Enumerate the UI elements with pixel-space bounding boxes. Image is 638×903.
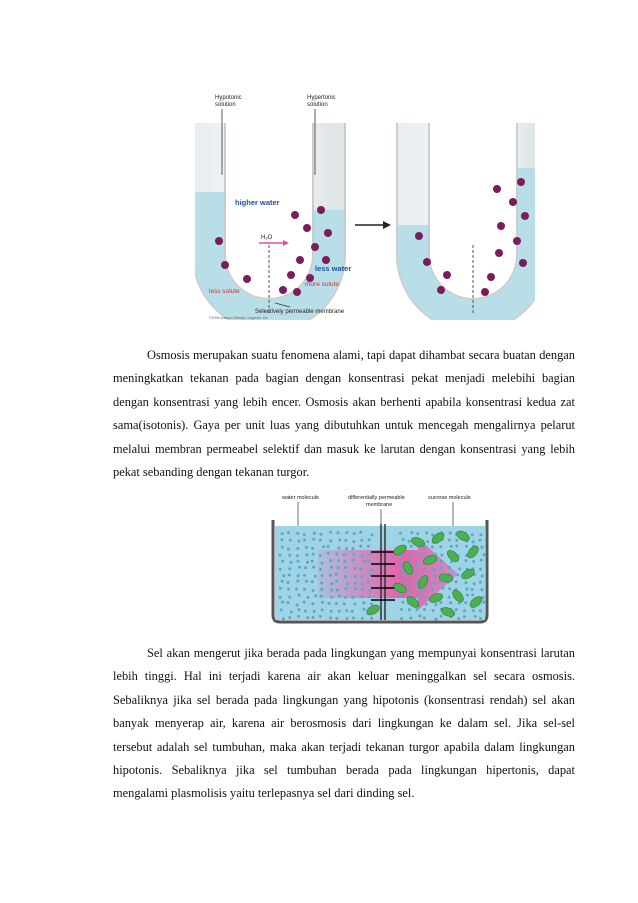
water-molecule-dot bbox=[361, 582, 364, 585]
water-molecule-dot bbox=[360, 575, 363, 578]
water-molecule-dot bbox=[434, 603, 437, 606]
water-molecule-dot bbox=[361, 595, 364, 598]
water-molecule-dot bbox=[312, 566, 315, 569]
water-molecule-dot bbox=[439, 545, 442, 548]
water-molecule-dot bbox=[418, 615, 421, 618]
water-molecule-dot bbox=[335, 573, 338, 576]
water-molecule-dot bbox=[354, 582, 357, 585]
water-molecule-dot bbox=[415, 566, 418, 569]
water-molecule-dot bbox=[480, 533, 483, 536]
water-molecule-dot bbox=[288, 616, 291, 619]
water-molecule-dot bbox=[312, 589, 315, 592]
water-molecule-dot bbox=[479, 617, 482, 620]
water-molecule-dot bbox=[337, 566, 340, 569]
water-molecule-dot bbox=[344, 587, 347, 590]
water-molecule-dot bbox=[361, 617, 364, 620]
water-molecule-dot bbox=[353, 532, 356, 535]
water-molecule-dot bbox=[343, 560, 346, 563]
water-molecule-dot bbox=[418, 554, 421, 557]
water-molecule-dot bbox=[463, 609, 466, 612]
h2o-label: H₂O bbox=[261, 235, 273, 241]
water-molecule-dot bbox=[280, 538, 283, 541]
water-molecule-dot bbox=[465, 581, 468, 584]
water-molecule-dot bbox=[370, 617, 373, 620]
water-molecule-dot bbox=[439, 601, 442, 604]
water-molecule-dot bbox=[480, 546, 483, 549]
water-molecule-dot bbox=[287, 581, 290, 584]
water-molecule-dot bbox=[336, 589, 339, 592]
water-molecule-dot bbox=[279, 568, 282, 571]
water-molecule-dot bbox=[327, 552, 330, 555]
water-molecule-dot bbox=[288, 596, 291, 599]
water-molecule-dot bbox=[296, 532, 299, 535]
water-molecule-dot bbox=[463, 615, 466, 618]
water-molecule-dot bbox=[319, 568, 322, 571]
water-molecule-dot bbox=[305, 580, 308, 583]
water-molecule-dot bbox=[351, 596, 354, 599]
water-molecule-dot bbox=[311, 580, 314, 583]
water-molecule-dot bbox=[279, 596, 282, 599]
water-molecule-dot bbox=[367, 560, 370, 563]
water-molecule-dot bbox=[479, 568, 482, 571]
water-molecule-dot bbox=[337, 531, 340, 534]
sucrose-molecule-label: sucrose molecule bbox=[428, 495, 471, 501]
water-molecule-dot bbox=[281, 560, 284, 563]
paragraph-plasmolysis: Sel akan mengerut jika berada pada lingkungan yang mempunyai konsentrasi larutan lebih tinggi. Hal ini terjadi karena air akan keluar meninggalkan sel secara osmosis. Sebaliknya jika sel berada pada lingkungan yang hipotonis (konsentrasi rendah) sel akan banyak menyerap air, karena air berosmosis dari lingkungan ke dalam sel. Jika sel-sel tersebut adalah sel tumbuhan, maka akan terjadi tekanan turgor apabila dalam lingkungan hipotonis. Sebaliknya jika sel tumbuhan berada pada lingkungan hipertonis, dapat mengalami plasmolisis yaitu terlepasnya sel dari dinding sel. bbox=[113, 646, 575, 801]
water-molecule-dot bbox=[290, 611, 293, 614]
water-molecule-dot bbox=[408, 540, 411, 543]
water-molecule-dot bbox=[425, 531, 428, 534]
water-molecule-dot bbox=[298, 594, 301, 597]
water-molecule-dot bbox=[361, 554, 364, 557]
water-molecule-dot bbox=[313, 610, 316, 613]
water-molecule-dot bbox=[320, 562, 323, 565]
water-molecule-dot bbox=[287, 531, 290, 534]
water-molecule-dot bbox=[330, 610, 333, 613]
water-molecule-dot bbox=[368, 573, 371, 576]
water-molecule-dot bbox=[441, 554, 444, 557]
water-molecule-dot bbox=[471, 594, 474, 597]
water-molecule-dot bbox=[288, 567, 291, 570]
water-molecule-dot bbox=[370, 568, 373, 571]
water-molecule-dot bbox=[369, 553, 372, 556]
water-molecule-dot bbox=[330, 589, 333, 592]
water-molecule-dot bbox=[399, 561, 402, 564]
water-molecule-dot bbox=[304, 610, 307, 613]
water-molecule-dot bbox=[424, 546, 427, 549]
water-molecule-dot bbox=[416, 561, 419, 564]
water-molecule-dot bbox=[303, 538, 306, 541]
water-molecule-dot bbox=[287, 548, 290, 551]
hypotonic-label: Hypotonic bbox=[215, 95, 242, 101]
water-molecule-dot bbox=[345, 617, 348, 620]
water-molecule-dot bbox=[409, 617, 412, 620]
water-molecule-dot bbox=[362, 560, 365, 563]
water-molecule-dot bbox=[312, 538, 315, 541]
water-molecule-dot bbox=[359, 531, 362, 534]
water-molecule-dot bbox=[329, 531, 332, 534]
water-molecule-dot bbox=[305, 553, 308, 556]
water-molecule-dot bbox=[431, 534, 434, 537]
water-molecule-dot bbox=[281, 601, 284, 604]
water-molecule-dot bbox=[423, 568, 426, 571]
membrane-label: Selectively permeable membrane bbox=[255, 309, 345, 315]
water-molecule-dot bbox=[330, 566, 333, 569]
water-molecule-dot bbox=[329, 559, 332, 562]
water-molecule-dot bbox=[343, 602, 346, 605]
water-molecule-dot bbox=[335, 552, 338, 555]
water-molecule-dot bbox=[482, 601, 485, 604]
water-molecule-dot bbox=[338, 539, 341, 542]
water-molecule-dot bbox=[367, 580, 370, 583]
less-solute-label: less solute bbox=[209, 288, 240, 295]
water-molecule-dot bbox=[312, 553, 315, 556]
water-molecule-dot bbox=[433, 568, 436, 571]
water-molecule-dot bbox=[400, 568, 403, 571]
less-water-label: less water bbox=[315, 264, 352, 273]
membrane-container-figure bbox=[268, 490, 498, 625]
water-molecule-dot bbox=[321, 601, 324, 604]
water-molecule-dot bbox=[353, 567, 356, 570]
hypotonic-label-2: solution bbox=[215, 102, 236, 108]
water-molecule-dot bbox=[297, 560, 300, 563]
water-molecule-dot bbox=[279, 587, 282, 590]
water-molecule-dot bbox=[448, 596, 451, 599]
water-molecule-dot bbox=[442, 587, 445, 590]
water-molecule-dot bbox=[346, 583, 349, 586]
water-molecule-dot bbox=[449, 532, 452, 535]
water-molecule-dot bbox=[450, 545, 453, 548]
water-molecule-dot bbox=[368, 538, 371, 541]
transition-arrow bbox=[355, 221, 391, 229]
water-molecule-dot bbox=[320, 582, 323, 585]
water-molecule-dot bbox=[330, 582, 333, 585]
water-molecule-dot bbox=[360, 539, 363, 542]
water-molecule-dot bbox=[287, 601, 290, 604]
water-molecule-dot bbox=[479, 609, 482, 612]
water-molecule-dot bbox=[401, 580, 404, 583]
water-molecule-dot bbox=[440, 560, 443, 563]
water-molecule-dot bbox=[352, 617, 355, 620]
water-molecule-dot bbox=[466, 594, 469, 597]
water-molecule-dot bbox=[328, 602, 331, 605]
water-molecule-dot bbox=[401, 601, 404, 604]
water-molecule-dot bbox=[368, 595, 371, 598]
water-molecule-dot bbox=[296, 547, 299, 550]
water-molecule-dot bbox=[481, 575, 484, 578]
water-molecule-dot bbox=[305, 546, 308, 549]
water-molecule-dot bbox=[402, 574, 405, 577]
water-molecule-dot bbox=[281, 546, 284, 549]
water-molecule-dot bbox=[433, 582, 436, 585]
water-molecule-dot bbox=[313, 532, 316, 535]
water-molecule-dot bbox=[282, 574, 285, 577]
water-molecule-dot bbox=[321, 574, 324, 577]
water-molecule-dot bbox=[363, 608, 366, 611]
water-molecule-dot bbox=[322, 545, 325, 548]
water-molecule-dot bbox=[329, 539, 332, 542]
water-molecule-dot bbox=[456, 573, 459, 576]
water-molecule-dot bbox=[482, 553, 485, 556]
water-molecule-dot bbox=[281, 532, 284, 535]
water-molecule-dot bbox=[311, 547, 314, 550]
water-molecule-dot bbox=[359, 567, 362, 570]
water-molecule-dot bbox=[345, 609, 348, 612]
water-molecule-dot bbox=[440, 615, 443, 618]
water-molecule-dot bbox=[409, 581, 412, 584]
water-molecule-dot bbox=[354, 587, 357, 590]
water-molecule-dot bbox=[352, 540, 355, 543]
water-molecule-dot bbox=[296, 554, 299, 557]
paragraph-osmosis: Osmosis merupakan suatu fenomena alami, tapi dapat dihambat secara buatan dengan meningkatkan tekanan pada bagian dengan konsentrasi pekat menjadi melebihi bagian dengan konsentrasi yang lebih encer. Osmosis akan berhenti apabila konsentrasi kedua zat sama(isotonis). Gaya per unit luas yang dibutuhkan untuk mencegah mengalirnya pelarut melalui membran permeabel selektif dan masuk ke larutan dengan konsentrasi yang lebih pekat sebanding dengan tekanan turgor. bbox=[113, 348, 575, 480]
water-molecule-dot bbox=[474, 615, 477, 618]
water-molecule-dot bbox=[314, 594, 317, 597]
water-molecule-dot bbox=[423, 616, 426, 619]
water-molecule-dot bbox=[409, 553, 412, 556]
water-molecule-dot bbox=[320, 588, 323, 591]
water-molecule-dot bbox=[448, 587, 451, 590]
water-molecule-dot bbox=[298, 566, 301, 569]
water-molecule-dot bbox=[297, 615, 300, 618]
water-molecule-dot bbox=[473, 582, 476, 585]
water-molecule-dot bbox=[416, 608, 419, 611]
water-molecule-dot bbox=[449, 601, 452, 604]
water-molecule-dot bbox=[345, 547, 348, 550]
water-molecule-dot bbox=[338, 595, 341, 598]
water-molecule-dot bbox=[370, 603, 373, 606]
water-molecule-dot bbox=[458, 567, 461, 570]
water-molecule-dot bbox=[400, 608, 403, 611]
water-molecule-dot bbox=[440, 567, 443, 570]
water-molecule-dot bbox=[423, 596, 426, 599]
water-molecule-dot bbox=[330, 596, 333, 599]
water-molecule-dot bbox=[455, 539, 458, 542]
water-molecule-dot bbox=[354, 575, 357, 578]
water-molecule-dot bbox=[370, 533, 373, 536]
water-molecule-dot bbox=[329, 574, 332, 577]
water-molecule-dot bbox=[434, 574, 437, 577]
water-molecule-dot bbox=[455, 608, 458, 611]
water-molecule-dot bbox=[457, 617, 460, 620]
water-molecule-dot bbox=[472, 540, 475, 543]
water-molecule-dot bbox=[303, 588, 306, 591]
water-molecule-dot bbox=[434, 553, 437, 556]
water-molecule-dot bbox=[319, 539, 322, 542]
water-molecule-dot bbox=[351, 547, 354, 550]
water-molecule-dot bbox=[303, 533, 306, 536]
water-molecule-dot bbox=[311, 560, 314, 563]
water-molecule-dot bbox=[344, 566, 347, 569]
water-molecule-dot bbox=[280, 608, 283, 611]
water-molecule-dot bbox=[295, 588, 298, 591]
water-molecule-dot bbox=[320, 533, 323, 536]
water-molecule-dot bbox=[418, 589, 421, 592]
water-molecule-dot bbox=[479, 581, 482, 584]
water-molecule-dot bbox=[368, 589, 371, 592]
water-molecule-dot bbox=[303, 574, 306, 577]
water-molecule-dot bbox=[455, 545, 458, 548]
water-molecule-dot bbox=[471, 533, 474, 536]
water-molecule-dot bbox=[297, 574, 300, 577]
water-molecule-dot bbox=[425, 603, 428, 606]
water-molecule-dot bbox=[352, 559, 355, 562]
water-molecule-dot bbox=[329, 617, 332, 620]
water-molecule-dot bbox=[288, 574, 291, 577]
water-molecule-dot bbox=[303, 601, 306, 604]
copyright-label: ©1999 Addison Wesley Longman, Inc. bbox=[209, 316, 269, 320]
water-molecule-dot bbox=[304, 566, 307, 569]
water-molecule-dot bbox=[465, 588, 468, 591]
water-molecule-dot bbox=[408, 608, 411, 611]
water-molecule-dot bbox=[426, 540, 429, 543]
water-molecule-dot bbox=[343, 553, 346, 556]
water-molecule-dot bbox=[434, 618, 437, 621]
u-tube-osmosis-figure bbox=[195, 85, 535, 320]
water-molecule-dot bbox=[465, 545, 468, 548]
water-molecule-dot bbox=[306, 596, 309, 599]
water-molecule-dot bbox=[298, 608, 301, 611]
hypertonic-label-2: solution bbox=[307, 102, 328, 108]
water-molecule-dot bbox=[353, 603, 356, 606]
water-molecule-dot bbox=[423, 589, 426, 592]
water-molecule-dot bbox=[408, 587, 411, 590]
water-molecule-dot bbox=[281, 580, 284, 583]
water-molecule-dot bbox=[311, 602, 314, 605]
membrane-label-bottom: membrane bbox=[366, 502, 393, 508]
water-molecule-dot bbox=[344, 596, 347, 599]
water-molecule-dot bbox=[351, 610, 354, 613]
hypertonic-label: Hypertonic bbox=[307, 95, 336, 101]
water-molecule-dot bbox=[399, 532, 402, 535]
water-molecule-dot bbox=[359, 545, 362, 548]
water-molecule-dot bbox=[327, 545, 330, 548]
water-molecule-dot bbox=[335, 617, 338, 620]
water-molecule-dot bbox=[288, 554, 291, 557]
water-molecule-dot bbox=[289, 539, 292, 542]
water-molecule-dot bbox=[338, 610, 341, 613]
water-molecule-dot bbox=[345, 531, 348, 534]
water-molecule-dot bbox=[335, 580, 338, 583]
water-molecule-dot bbox=[472, 609, 475, 612]
water-molecule-dot bbox=[415, 574, 418, 577]
water-molecule-dot bbox=[306, 561, 309, 564]
u-tube-after bbox=[413, 123, 533, 315]
water-molecule-dot bbox=[361, 588, 364, 591]
water-molecule-dot bbox=[337, 547, 340, 550]
water-molecule-dot bbox=[344, 539, 347, 542]
water-molecule-dot bbox=[282, 617, 285, 620]
water-molecule-dot bbox=[472, 560, 475, 563]
water-molecule-dot bbox=[344, 575, 347, 578]
water-molecule-dot bbox=[319, 615, 322, 618]
water-molecule-label: water molecule bbox=[282, 495, 319, 501]
more-solute-label: more solute bbox=[305, 281, 339, 288]
water-molecule-dot bbox=[431, 546, 434, 549]
water-molecule-dot bbox=[319, 554, 322, 557]
water-molecule-dot bbox=[312, 616, 315, 619]
water-molecule-dot bbox=[417, 594, 420, 597]
water-molecule-dot bbox=[306, 616, 309, 619]
water-molecule-dot bbox=[352, 553, 355, 556]
water-molecule-dot bbox=[399, 595, 402, 598]
water-molecule-dot bbox=[290, 561, 293, 564]
water-molecule-dot bbox=[410, 545, 413, 548]
water-molecule-dot bbox=[455, 580, 458, 583]
water-molecule-dot bbox=[431, 588, 434, 591]
water-molecule-dot bbox=[448, 539, 451, 542]
water-molecule-dot bbox=[287, 588, 290, 591]
water-molecule-dot bbox=[464, 559, 467, 562]
water-molecule-dot bbox=[479, 539, 482, 542]
water-molecule-dot bbox=[279, 554, 282, 557]
membrane-label-top: differentially permeable bbox=[348, 495, 405, 501]
water-molecule-dot bbox=[337, 559, 340, 562]
water-molecule-dot bbox=[423, 608, 426, 611]
water-molecule-dot bbox=[296, 604, 299, 607]
water-molecule-dot bbox=[400, 617, 403, 620]
water-molecule-dot bbox=[480, 588, 483, 591]
water-molecule-dot bbox=[335, 602, 338, 605]
water-molecule-dot bbox=[296, 580, 299, 583]
water-molecule-dot bbox=[471, 588, 474, 591]
water-molecule-dot bbox=[410, 531, 413, 534]
water-molecule-dot bbox=[402, 538, 405, 541]
water-molecule-dot bbox=[320, 595, 323, 598]
water-molecule-dot bbox=[298, 540, 301, 543]
water-molecule-dot bbox=[448, 566, 451, 569]
water-molecule-dot bbox=[367, 545, 370, 548]
water-molecule-dot bbox=[464, 601, 467, 604]
water-molecule-dot bbox=[416, 532, 419, 535]
water-molecule-dot bbox=[362, 601, 365, 604]
water-molecule-dot bbox=[321, 608, 324, 611]
water-molecule-dot bbox=[480, 559, 483, 562]
higher-water-label: higher water bbox=[235, 198, 280, 207]
water-molecule-dot bbox=[314, 575, 317, 578]
water-molecule-dot bbox=[432, 609, 435, 612]
